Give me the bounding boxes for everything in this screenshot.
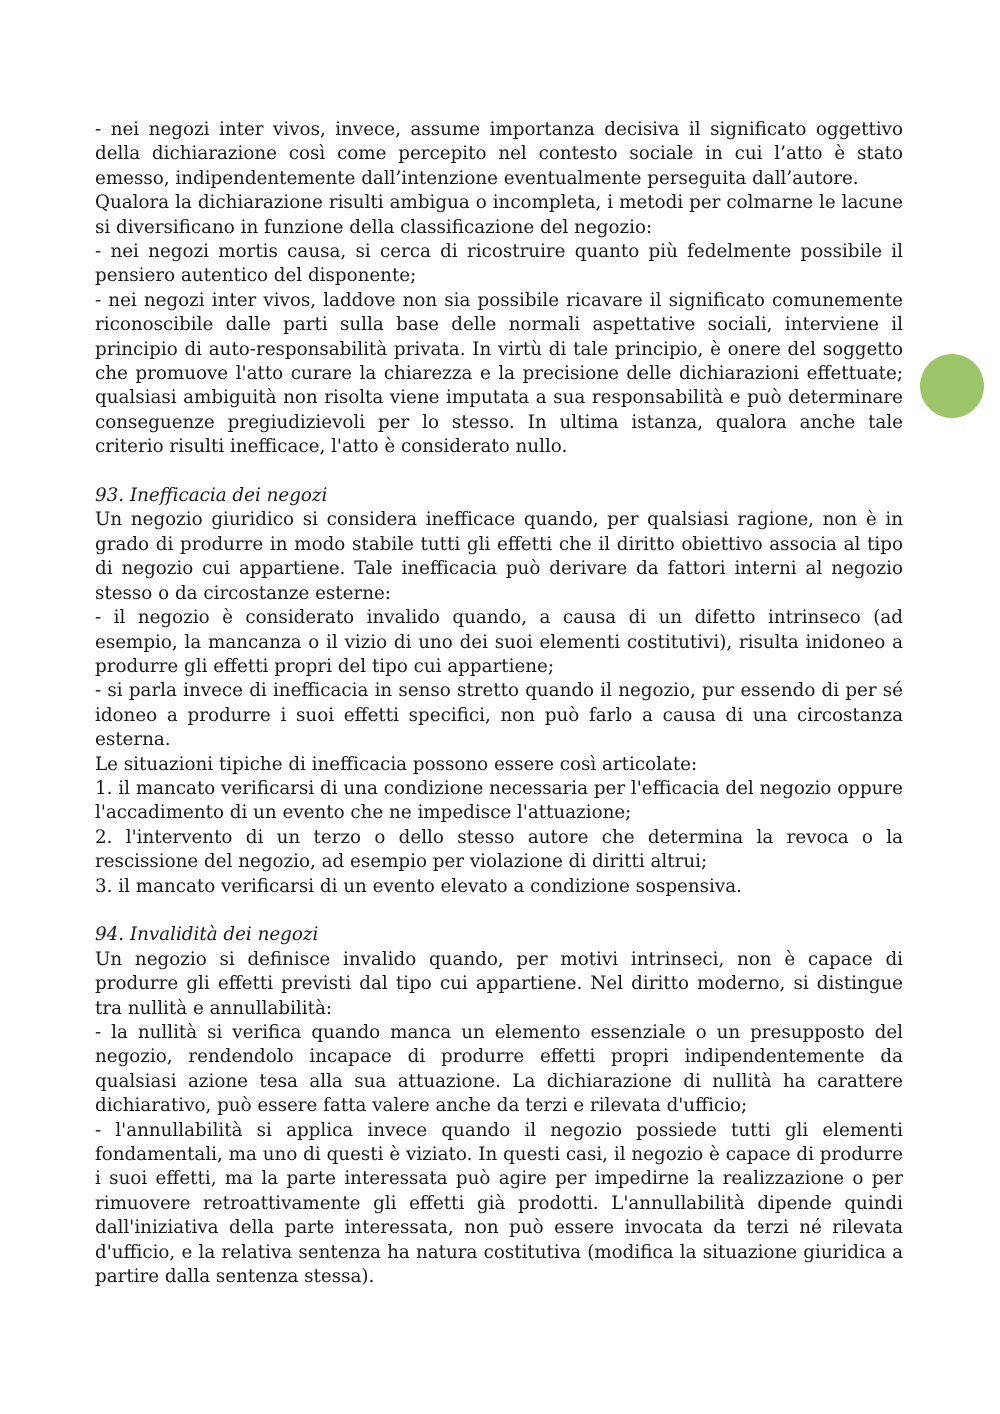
paragraph: - nei negozi inter vivos, laddove non sia possibile ricavare il significato comunemente riconoscibile dalle parti sulla base delle normali aspettative sociali, interviene il principio di auto-responsabilità privata. In virtù di tale principio, è onere del soggetto che promuove l'atto curare la chiarezza e la precisione delle dichiarazioni effettuate; qualsiasi ambiguità non risolta viene imputata a sua responsabilità e può determinare conseguenze pregiudizievoli per lo stesso. In ultima istanza, qualora anche tale criterio risulti inefficace, l'atto è considerato nullo. bbox=[95, 289, 903, 458]
paragraph: Un negozio giuridico si considera inefficace quando, per qualsiasi ragione, non è in grado di produrre in modo stabile tutti gli effetti che il diritto obiettivo associa al tipo di negozio cui appartiene. Tale inefficacia può derivare da fattori interni al negozio stesso o da circostanze esterne: bbox=[95, 509, 903, 604]
paragraph: 1. il mancato verificarsi di una condizione necessaria per l'efficacia del negozio oppure l'accadimento di un evento che ne impedisce l'attuazione; bbox=[95, 777, 903, 824]
paragraph: 2. l'intervento di un terzo o dello stesso autore che determina la revoca o la rescissione del negozio, ad esempio per violazione di diritti altrui; bbox=[95, 826, 903, 873]
page-tab-marker bbox=[920, 354, 984, 418]
paragraph: - si parla invece di inefficacia in senso stretto quando il negozio, pur essendo di per sé idoneo a produrre i suoi effetti specifici, non può farlo a causa di una circostanza esterna. bbox=[95, 680, 903, 751]
paragraph: 3. il mancato verificarsi di un evento elevato a condizione sospensiva. bbox=[95, 875, 742, 897]
paragraph: - nei negozi mortis causa, si cerca di ricostruire quanto più fedelmente possibile il pensiero autentico del disponente; bbox=[95, 241, 903, 287]
paragraph: Qualora la dichiarazione risulti ambigua o incompleta, i metodi per colmarne le lacune si diversificano in funzione della classificazione del negozio: bbox=[95, 192, 903, 238]
paragraph: - l'annullabilità si applica invece quando il negozio possiede tutti gli elementi fondamentali, ma uno di questi è viziato. In questi casi, il negozio è capace di produrre i suoi effetti, ma la parte interessata può agire per impedirne la realizzazione o per rimuovere retroattivamente gli effetti già prodotti. L'annullabilità dipende quindi dall'iniziativa della parte interessata, non può essere invocata da terzi né rilevata d'ufficio, e la relativa sentenza ha natura costitutiva (modifica la situazione giuridica a partire dalla sentenza stessa). bbox=[95, 1119, 903, 1288]
paragraph: - nei negozi inter vivos, invece, assume importanza decisiva il significato oggettivo della dichiarazione così come percepito nel contesto sociale in cui l’atto è stato emesso, indipendentemente dall’intenzione eventualmente perseguita dall’autore. bbox=[95, 119, 903, 189]
document-body bbox=[95, 118, 903, 1289]
paragraph: Le situazioni tipiche di inefficacia possono essere così articolate: bbox=[95, 753, 698, 775]
section-heading-93: 93. Inefficacia dei negozi bbox=[95, 485, 328, 507]
section-heading-94: 94. Invalidità dei negozi bbox=[95, 924, 319, 946]
paragraph: - il negozio è considerato invalido quando, a causa di un difetto intrinseco (ad esempio, la mancanza o il vizio di uno dei suoi elementi costitutivi), risulta inidoneo a produrre gli effetti propri del tipo cui appartiene; bbox=[95, 607, 903, 677]
paragraph: - la nullità si verifica quando manca un elemento essenziale o un presupposto del negozio, rendendolo incapace di produrre effetti propri indipendentemente da qualsiasi azione tesa alla sua attuazione. La dichiarazione di nullità ha carattere dichiarativo, può essere fatta valere anche da terzi e rilevata d'ufficio; bbox=[95, 1022, 903, 1117]
paragraph: Un negozio si definisce invalido quando, per motivi intrinseci, non è capace di produrre gli effetti previsti dal tipo cui appartiene. Nel diritto moderno, si distingue tra nullità e annullabilità: bbox=[95, 948, 903, 1019]
